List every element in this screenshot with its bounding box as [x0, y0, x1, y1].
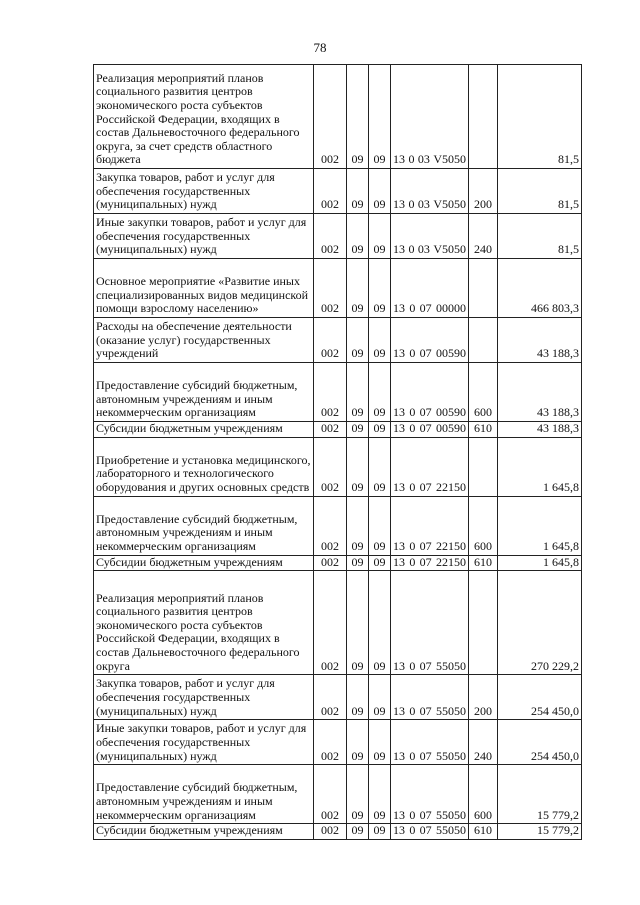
- table-row: [94, 571, 582, 675]
- grbs-code-cell: 002: [314, 363, 347, 422]
- amount-cell: 466 803,3: [498, 259, 582, 318]
- subsection-code-cell: 09: [369, 318, 391, 363]
- expense-type-cell: [469, 259, 498, 318]
- expense-type-cell: [469, 571, 498, 675]
- target-article-part: 13: [393, 242, 405, 257]
- subsection-code-cell: 09: [369, 422, 391, 438]
- target-article-cell: [391, 571, 469, 675]
- expense-type-cell: 240: [469, 214, 498, 259]
- target-article-code: [393, 347, 466, 361]
- expense-type-cell: [469, 437, 498, 496]
- amount-cell: 1 645,8: [498, 496, 582, 555]
- target-article-cell: [391, 422, 469, 438]
- expense-name-cell: Приобретение и установка медицинского, лабораторного и технологического оборудования и других основных средств: [94, 437, 314, 496]
- amount-cell: 43 188,3: [498, 422, 582, 438]
- target-article-cell: [391, 824, 469, 840]
- table-row: [94, 675, 582, 720]
- expense-name-cell: Закупка товаров, работ и услуг для обеспечения государственных (муниципальных) нужд: [94, 169, 314, 214]
- table-row: [94, 169, 582, 214]
- target-article-part: 07: [419, 807, 432, 822]
- table-row: [94, 363, 582, 422]
- section-code-cell: 09: [347, 363, 369, 422]
- expense-name-cell: Субсидии бюджетным учреждениям: [94, 422, 314, 438]
- target-article-part: 00590: [435, 421, 466, 435]
- expense-type-cell: 240: [469, 720, 498, 765]
- budget-table: [93, 64, 582, 840]
- target-article-part: 0: [409, 703, 416, 718]
- expense-type-cell: 600: [469, 765, 498, 824]
- section-code-cell: 09: [347, 169, 369, 214]
- amount-cell: 43 188,3: [498, 363, 582, 422]
- subsection-code-cell: 09: [369, 214, 391, 259]
- target-article-code: [393, 705, 466, 719]
- subsection-code-cell: 09: [369, 765, 391, 824]
- target-article-part: 07: [419, 703, 432, 718]
- subsection-code-cell: 09: [369, 824, 391, 840]
- grbs-code-cell: 002: [314, 437, 347, 496]
- amount-cell: 270 229,2: [498, 571, 582, 675]
- target-article-part: 07: [419, 421, 432, 435]
- target-article-code: [393, 422, 466, 436]
- target-article-part: 13: [393, 554, 405, 569]
- table-row: [94, 422, 582, 438]
- target-article-code: [393, 540, 466, 554]
- amount-cell: 254 450,0: [498, 720, 582, 765]
- target-article-code: [393, 750, 466, 764]
- target-article-part: 07: [419, 823, 432, 838]
- grbs-code-cell: 002: [314, 571, 347, 675]
- expense-name-cell: Субсидии бюджетным учреждениям: [94, 824, 314, 840]
- grbs-code-cell: 002: [314, 169, 347, 214]
- target-article-part: 0: [409, 658, 416, 673]
- page-number: 78: [313, 40, 327, 55]
- target-article-part: 22150: [435, 480, 466, 494]
- expense-type-cell: 600: [469, 363, 498, 422]
- expense-name-cell: Реализация мероприятий планов социального развития центров экономического роста субъектов Российской Федерации, входящих в состав Дальневосточного федерального округа: [94, 571, 314, 675]
- target-article-part: 00590: [435, 346, 466, 361]
- target-article-part: 13: [393, 346, 405, 361]
- target-article-part: 0: [409, 823, 416, 838]
- target-article-part: 55050: [435, 748, 466, 763]
- expense-name-cell: Предоставление субсидий бюджетным, автономным учреждениям и иным некоммерческим организациям: [94, 496, 314, 555]
- table-row: [94, 65, 582, 169]
- grbs-code-cell: 002: [314, 824, 347, 840]
- target-article-code: [393, 243, 466, 257]
- expense-name-cell: Реализация мероприятий планов социального развития центров экономического роста субъектов Российской Федерации, входящих в состав Дальневосточного федерального округа, за счет средств областного бюджета: [94, 65, 314, 169]
- target-article-part: 13: [393, 480, 405, 494]
- amount-cell: 15 779,2: [498, 824, 582, 840]
- target-article-cell: [391, 363, 469, 422]
- target-article-cell: [391, 259, 469, 318]
- target-article-cell: [391, 214, 469, 259]
- target-article-part: 03: [417, 197, 430, 212]
- section-code-cell: 09: [347, 259, 369, 318]
- target-article-part: 0: [409, 480, 416, 494]
- target-article-part: 07: [419, 748, 432, 763]
- grbs-code-cell: 002: [314, 65, 347, 169]
- grbs-code-cell: 002: [314, 259, 347, 318]
- target-article-part: V5050: [433, 197, 466, 212]
- target-article-cell: [391, 720, 469, 765]
- target-article-code: [393, 809, 466, 823]
- section-code-cell: 09: [347, 824, 369, 840]
- target-article-part: 13: [393, 152, 405, 167]
- section-code-cell: 09: [347, 318, 369, 363]
- target-article-part: 0: [408, 242, 415, 257]
- target-article-part: 13: [393, 807, 405, 822]
- section-code-cell: 09: [347, 65, 369, 169]
- target-article-code: [393, 660, 466, 674]
- target-article-part: V5050: [433, 152, 466, 167]
- target-article-code: [393, 481, 466, 495]
- target-article-part: 0: [408, 197, 415, 212]
- subsection-code-cell: 09: [369, 363, 391, 422]
- expense-name-cell: Расходы на обеспечение деятельности (оказание услуг) государственных учреждений: [94, 318, 314, 363]
- target-article-part: 0: [409, 421, 416, 435]
- target-article-part: 0: [408, 152, 415, 167]
- target-article-cell: [391, 318, 469, 363]
- table-row: [94, 214, 582, 259]
- expense-type-cell: 610: [469, 422, 498, 438]
- subsection-code-cell: 09: [369, 555, 391, 571]
- expense-type-cell: [469, 65, 498, 169]
- target-article-part: 22150: [435, 539, 466, 553]
- section-code-cell: 09: [347, 765, 369, 824]
- expense-name-cell: Предоставление субсидий бюджетным, автономным учреждениям и иным некоммерческим организациям: [94, 765, 314, 824]
- target-article-part: 13: [393, 539, 405, 553]
- target-article-part: 13: [393, 658, 405, 673]
- subsection-code-cell: 09: [369, 675, 391, 720]
- target-article-part: V5050: [433, 242, 466, 257]
- section-code-cell: 09: [347, 571, 369, 675]
- expense-name-cell: Закупка товаров, работ и услуг для обеспечения государственных (муниципальных) нужд: [94, 675, 314, 720]
- table-row: [94, 765, 582, 824]
- section-code-cell: 09: [347, 422, 369, 438]
- expense-type-cell: [469, 318, 498, 363]
- target-article-part: 55050: [435, 823, 466, 838]
- amount-cell: 43 188,3: [498, 318, 582, 363]
- amount-cell: 81,5: [498, 214, 582, 259]
- target-article-code: [393, 198, 466, 212]
- grbs-code-cell: 002: [314, 422, 347, 438]
- target-article-cell: [391, 675, 469, 720]
- subsection-code-cell: 09: [369, 720, 391, 765]
- target-article-part: 07: [419, 346, 432, 361]
- subsection-code-cell: 09: [369, 65, 391, 169]
- target-article-cell: [391, 496, 469, 555]
- target-article-part: 0: [409, 539, 416, 553]
- grbs-code-cell: 002: [314, 720, 347, 765]
- subsection-code-cell: 09: [369, 169, 391, 214]
- section-code-cell: 09: [347, 437, 369, 496]
- subsection-code-cell: 09: [369, 571, 391, 675]
- grbs-code-cell: 002: [314, 214, 347, 259]
- target-article-code: [393, 556, 466, 570]
- target-article-part: 00000: [435, 301, 466, 316]
- target-article-part: 0: [409, 346, 416, 361]
- amount-cell: 1 645,8: [498, 437, 582, 496]
- amount-cell: 1 645,8: [498, 555, 582, 571]
- target-article-part: 22150: [435, 554, 466, 569]
- target-article-part: 13: [393, 823, 405, 838]
- target-article-part: 13: [393, 421, 405, 435]
- target-article-part: 07: [419, 554, 432, 569]
- section-code-cell: 09: [347, 720, 369, 765]
- target-article-part: 07: [419, 539, 432, 553]
- section-code-cell: 09: [347, 555, 369, 571]
- subsection-code-cell: 09: [369, 496, 391, 555]
- target-article-part: 07: [419, 405, 432, 420]
- target-article-part: 0: [409, 807, 416, 822]
- target-article-part: 13: [393, 197, 405, 212]
- amount-cell: 15 779,2: [498, 765, 582, 824]
- target-article-part: 13: [393, 703, 405, 718]
- grbs-code-cell: 002: [314, 555, 347, 571]
- section-code-cell: 09: [347, 496, 369, 555]
- target-article-part: 13: [393, 301, 405, 316]
- table-row: [94, 318, 582, 363]
- target-article-part: 07: [419, 480, 432, 494]
- table-row: [94, 824, 582, 840]
- amount-cell: 81,5: [498, 65, 582, 169]
- target-article-cell: [391, 169, 469, 214]
- target-article-part: 0: [409, 748, 416, 763]
- expense-type-cell: 610: [469, 555, 498, 571]
- target-article-code: [393, 824, 466, 838]
- subsection-code-cell: 09: [369, 259, 391, 318]
- target-article-part: 13: [393, 405, 405, 420]
- table-row: [94, 437, 582, 496]
- expense-type-cell: 610: [469, 824, 498, 840]
- expense-name-cell: Субсидии бюджетным учреждениям: [94, 555, 314, 571]
- target-article-part: 0: [409, 301, 416, 316]
- table-row: [94, 496, 582, 555]
- target-article-part: 13: [393, 748, 405, 763]
- section-code-cell: 09: [347, 675, 369, 720]
- amount-cell: 81,5: [498, 169, 582, 214]
- amount-cell: 254 450,0: [498, 675, 582, 720]
- expense-name-cell: Иные закупки товаров, работ и услуг для обеспечения государственных (муниципальных) нужд: [94, 720, 314, 765]
- target-article-part: 0: [409, 405, 416, 420]
- expense-name-cell: Предоставление субсидий бюджетным, автономным учреждениям и иным некоммерческим организациям: [94, 363, 314, 422]
- section-code-cell: 09: [347, 214, 369, 259]
- target-article-code: [393, 153, 466, 167]
- target-article-part: 0: [409, 554, 416, 569]
- target-article-part: 07: [419, 301, 432, 316]
- expense-type-cell: 600: [469, 496, 498, 555]
- target-article-cell: [391, 765, 469, 824]
- target-article-code: [393, 302, 466, 316]
- grbs-code-cell: 002: [314, 765, 347, 824]
- target-article-cell: [391, 437, 469, 496]
- expense-type-cell: 200: [469, 169, 498, 214]
- table-row: [94, 259, 582, 318]
- target-article-cell: [391, 65, 469, 169]
- grbs-code-cell: 002: [314, 675, 347, 720]
- target-article-part: 55050: [435, 703, 466, 718]
- target-article-part: 03: [417, 152, 430, 167]
- grbs-code-cell: 002: [314, 496, 347, 555]
- expense-type-cell: 200: [469, 675, 498, 720]
- target-article-part: 00590: [435, 405, 466, 420]
- grbs-code-cell: 002: [314, 318, 347, 363]
- budget-table-body: [94, 65, 582, 840]
- target-article-part: 03: [417, 242, 430, 257]
- subsection-code-cell: 09: [369, 437, 391, 496]
- expense-name-cell: Основное мероприятие «Развитие иных специализированных видов медицинской помощи взрослому населению»: [94, 259, 314, 318]
- target-article-code: [393, 406, 466, 420]
- expense-name-cell: Иные закупки товаров, работ и услуг для обеспечения государственных (муниципальных) нужд: [94, 214, 314, 259]
- target-article-part: 55050: [435, 807, 466, 822]
- target-article-cell: [391, 555, 469, 571]
- table-row: [94, 720, 582, 765]
- target-article-part: 55050: [435, 658, 466, 673]
- table-row: [94, 555, 582, 571]
- target-article-part: 07: [419, 658, 432, 673]
